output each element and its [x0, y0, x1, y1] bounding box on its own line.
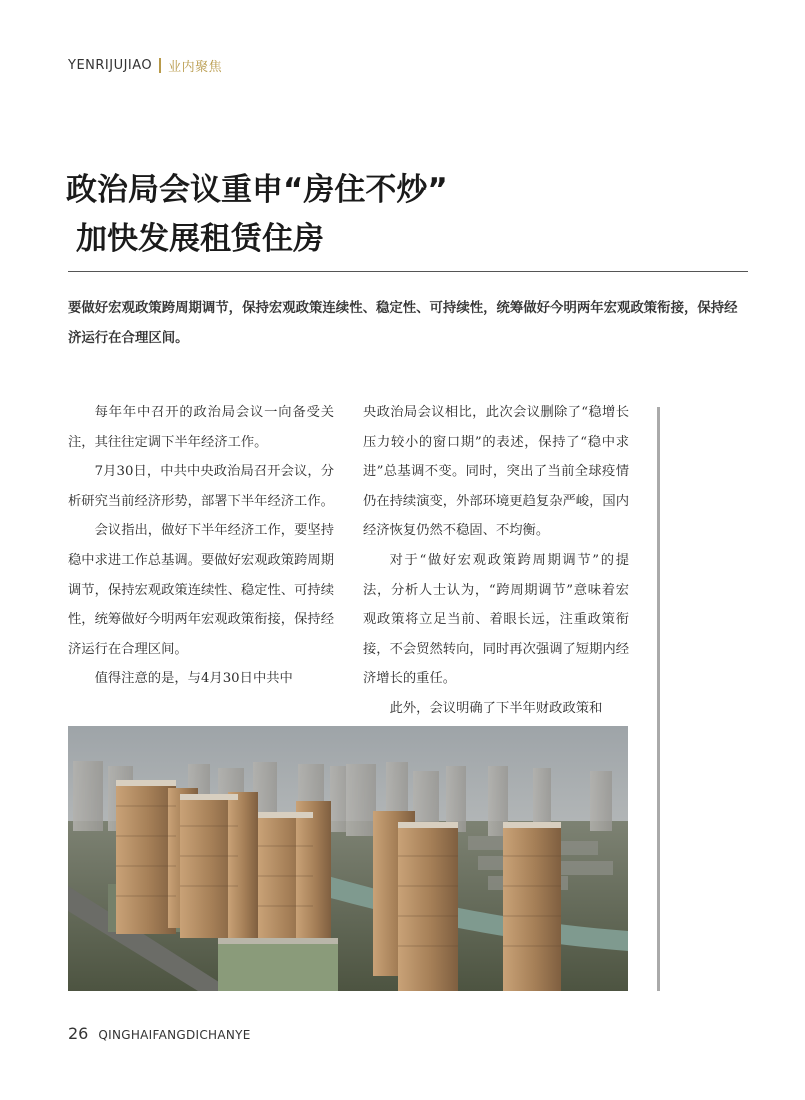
- city-aerial-photo: [68, 726, 628, 991]
- photo-illustration: [68, 726, 628, 991]
- body-column-1: [68, 398, 334, 694]
- section-name: 业内聚焦: [168, 60, 223, 75]
- paragraph: 此外，会议明确了下半年财政政策和: [389, 700, 603, 716]
- paragraph: 对于“做好宏观政策跨周期调节”的提法，分析人士认为，“跨周期调节”意味着宏观政策将立足当前、着眼长远，注重政策衔接，不会贸然转向，同时再次强调了短期内经济增长的重任。: [363, 552, 629, 687]
- paragraph: 7月30日，中共中央政治局召开会议，分析研究当前经济形势，部署下半年经济工作。: [68, 464, 334, 509]
- magazine-name: QINGHAIFANGDICHANYE: [98, 1028, 251, 1042]
- title-line-2: 加快发展租赁住房: [76, 221, 324, 257]
- paragraph: 会议指出，做好下半年经济工作，要坚持稳中求进工作总基调。要做好宏观政策跨周期调节，保持宏观政策连续性、稳定性、可持续性，统筹做好今明两年宏观政策衔接，保持经济运行在合理区间。: [68, 523, 334, 657]
- running-header: [68, 56, 222, 75]
- magazine-code: YENRIJUJIAO: [68, 58, 153, 73]
- page-number: 26: [68, 1024, 89, 1043]
- paragraph: 值得注意的是，与4月30日中共中: [94, 671, 293, 687]
- sidebar-line: [657, 407, 660, 991]
- paragraph: 央政治局会议相比，此次会议删除了“稳增长压力较小的窗口期”的表述，保持了“稳中求进”总基调不变。同时，突出了当前全球疫情仍在持续演变，外部环境更趋复杂严峻，国内经济恢复仍然不稳固、不均衡。: [363, 405, 629, 539]
- article-title: [66, 166, 756, 264]
- paragraph: 每年年中召开的政治局会议一向备受关注，其往往定调下半年经济工作。: [68, 405, 334, 450]
- title-line-1: 政治局会议重申“房住不炒”: [66, 172, 448, 208]
- header-divider: [159, 58, 161, 73]
- page-footer: [68, 1024, 251, 1043]
- article-lead: 要做好宏观政策跨周期调节，保持宏观政策连续性、稳定性、可持续性，统筹做好今明两年宏观政策衔接，保持经济运行在合理区间。: [68, 300, 738, 346]
- title-rule: [68, 271, 748, 272]
- body-column-2: [363, 398, 629, 724]
